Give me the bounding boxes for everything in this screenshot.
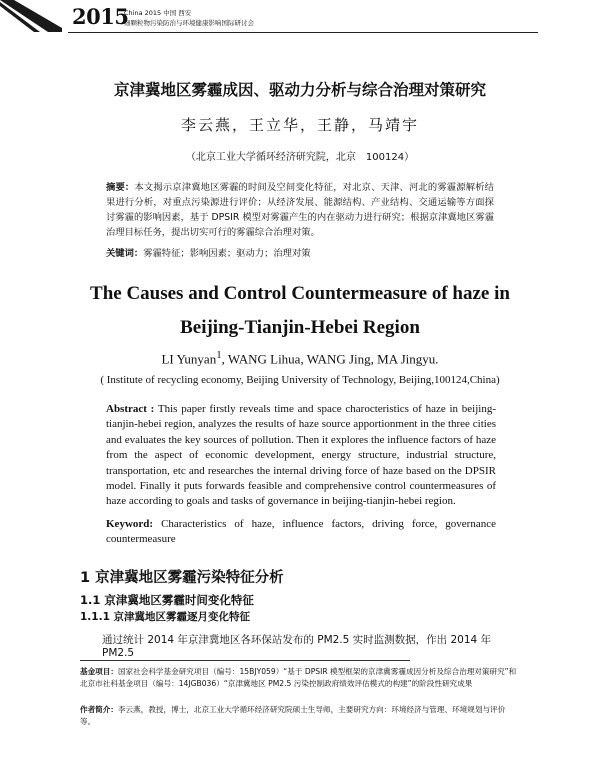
abstract-en: [106, 402, 496, 510]
authors-zh: 李云燕，王立华，王静，马靖宇: [180, 116, 419, 134]
abstract-en-text: This paper firstly reveals time and space charocteristics of haze in beijing-tianjin-hebei region, analyzes the results of haze source apportionment in the three cities and evaluates the key sources of pollution. Then it explores the influence factors of haze from the aspect of economic development, energy structure, industrial structure, transportation, etc and researches the internal driving force of haze based on the DPSIR model. Finally it puts forwards feasible and comprehensive control countermeasures of haze according to goals and tasks of governance in beijing-tianjin-hebei region.: [106, 403, 496, 508]
footnote-author-text: 李云燕，教授，博士，北京工业大学循环经济研究院硕士生导师，主要研究方向：环境经济与管理、环境规划与评价等。: [80, 705, 506, 726]
keywords-zh-label: 关键词：: [106, 248, 144, 259]
keywords-en-label: Keyword:: [106, 518, 154, 530]
other-authors-en: , WANG Lihua, WANG Jing, MA Jingyu.: [221, 351, 439, 367]
affiliation-zh: （北京工业大学循环经济研究院，北京 100124）: [185, 152, 415, 163]
conference-name: 细颗粒物污染防治与环境健康影响国际研讨会: [124, 19, 254, 27]
footnote-funding-label: 基金项目：: [80, 667, 118, 676]
body-paragraph: 通过统计 2014 年京津冀地区各环保站发布的 PM2.5 实时监测数据，作出 2014 年 PM2.5: [102, 634, 492, 659]
conference-location: China 2015 中国 西安: [124, 9, 192, 17]
footnote-divider: [80, 660, 410, 661]
footnote-author-bio: [80, 704, 520, 728]
affiliation-en: ( Institute of recycling economy, Beijing University of Technology, Beijing,100124,China): [100, 374, 500, 386]
section-heading-1: 1 京津冀地区雾霾污染特征分析: [80, 570, 284, 586]
abstract-zh-label: 摘要：: [106, 182, 135, 193]
keywords-en-text: Characteristics of haze, influence factors, driving force, governance countermeasure: [106, 518, 496, 546]
abstract-zh-text: 本文揭示京津冀地区雾霾的时间及空间变化特征，对北京、天津、河北的雾霾源解析结果进行分析，对重点污染源进行评价；从经济发展、能源结构、产业结构、交通运输等方面探讨雾霾的影响因素，基于 DPSIR 模型对雾霾产生的内在驱动力进行研究；根据京津冀地区雾霾治理目标任务，提出切实可行的雾霾综合治理对策。: [106, 182, 494, 238]
section-heading-1-1: 1.1 京津冀地区雾霾时间变化特征: [80, 593, 254, 607]
abstract-en-label: Abstract :: [106, 403, 155, 415]
footnote-author-label: 作者简介：: [80, 705, 118, 714]
conference-year: 2015: [72, 4, 129, 29]
footnote-funding: [80, 666, 520, 690]
paper-title-en-line2: Beijing-Tianjin-Hebei Region: [180, 317, 420, 338]
header-divider: [68, 32, 538, 33]
section-heading-1-1-1: 1.1.1 京津冀地区雾霾逐月变化特征: [80, 611, 251, 623]
author-affiliation-mark: 1: [216, 349, 222, 361]
keywords-zh-text: 雾霾特征；影响因素；驱动力；治理对策: [143, 248, 311, 259]
authors-en: [0, 349, 600, 367]
first-author-en: LI Yunyan: [161, 351, 217, 367]
footnote-funding-text: 国家社会科学基金研究项目（编号：15BJY059）“基于 DPSIR 模型框架的京津冀雾霾成因分析及综合治理对策研究”和北京市社科基金项目（编号：14JGB036）“京津冀地区 PM2.5 污染控制政府绩效评估模式的构建”的阶段性研究成果: [80, 667, 517, 688]
paper-title-zh: 京津冀地区雾霾成因、驱动力分析与综合治理对策研究: [113, 81, 486, 99]
abstract-zh: [106, 180, 494, 240]
keywords-en: [106, 517, 496, 548]
conference-logo-mark: [0, 0, 62, 32]
keywords-zh: [106, 246, 494, 261]
paper-title-en-line1: The Causes and Control Countermeasure of haze in: [90, 283, 510, 304]
